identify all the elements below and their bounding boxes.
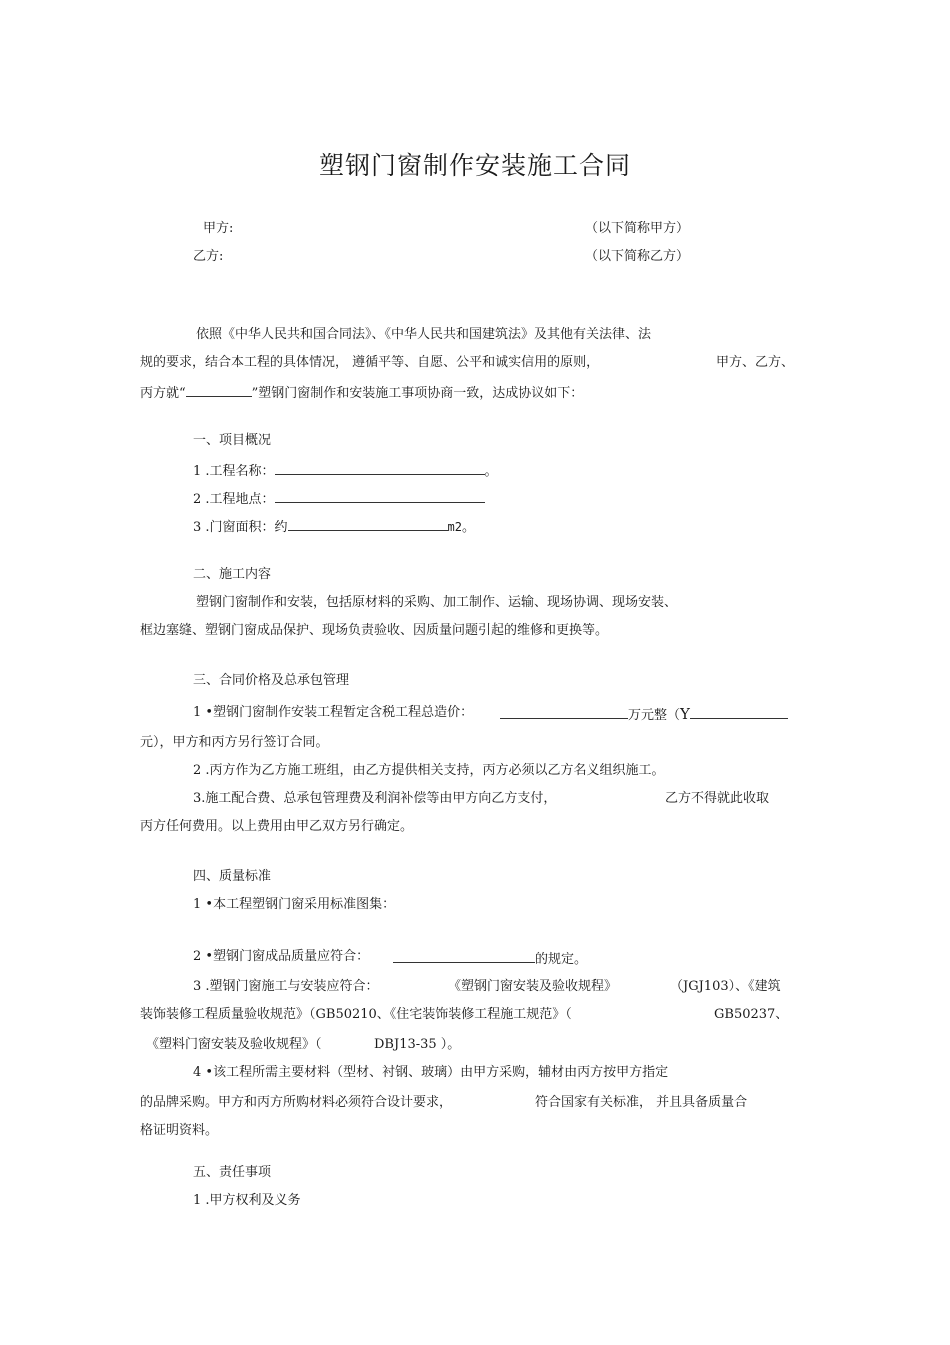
document-title: 塑钢门窗制作安装施工合同 [318, 151, 631, 180]
s4-item-3: 3 .塑钢门窗施工与安装应符合： [193, 979, 379, 994]
preamble-line-3-start: 丙方就“ [140, 386, 186, 401]
project-location-label: 2 .工程地点： [193, 492, 275, 507]
s3-item-2: 2 .丙方作为乙方施工班组，由乙方提供相关支持，丙方必须以乙方名义组织施工。 [193, 763, 665, 778]
total-price-field [500, 704, 628, 719]
s1-item-1 [193, 460, 498, 481]
s4-item-2-fields [393, 948, 587, 969]
s2-paragraph-line-1: 塑钢门窗制作和安装，包括原材料的采购、加工制作、运输、现场协调、现场安装、 [196, 595, 678, 610]
s3-item-3-end: 乙方不得就此收取 [665, 791, 770, 806]
project-name-label: 1 .工程名称： [193, 464, 275, 479]
party-a-label: 甲方: [203, 221, 234, 236]
preamble-line-2-end: 甲方、乙方、 [716, 355, 795, 370]
s4-item-2-end: 的规定。 [535, 952, 588, 967]
party-b-note: （以下简称乙方） [585, 249, 690, 264]
total-price-figure-field [690, 704, 788, 719]
total-price-unit: 万元整（ [628, 708, 681, 723]
s3-item-1 [193, 704, 473, 722]
preamble-line-3-end: ”塑钢门窗制作和安装施工事项协商一致，达成协议如下： [251, 386, 584, 401]
s4-item-4: 4 •该工程所需主要材料（型材、衬钢、玻璃）由甲方采购，辅材由丙方按甲方指定 [193, 1065, 669, 1080]
quality-standard-label: 2 •塑钢门窗成品质量应符合： [193, 949, 370, 964]
s4-item-1: 1 •本工程塑钢门窗采用标准图集： [193, 897, 396, 912]
s3-item-3: 3.施工配合费、总承包管理费及利润补偿等由甲方向乙方支付， [193, 791, 557, 806]
quality-standard-field [393, 948, 535, 963]
section-5-heading: 五、责任事项 [193, 1165, 272, 1180]
window-area-field [288, 516, 448, 531]
section-2-heading: 二、施工内容 [193, 567, 272, 582]
window-area-unit: m2 [447, 520, 462, 534]
window-area-label: 3 .门窗面积：约 [193, 520, 288, 535]
s3-item-1-cont: 元），甲方和丙方另行签订合同。 [140, 735, 329, 750]
s2-paragraph-line-2: 框边塞缝、塑钢门窗成品保护、现场负责验收、因质量问题引起的维修和更换等。 [140, 623, 609, 638]
s1-item-3-end: 。 [462, 520, 476, 535]
s4-item-3-cont-2: 《塑料门窗安装及验收规程》（ [146, 1037, 322, 1052]
s1-item-1-end: 。 [484, 464, 498, 479]
party-b-label: 乙方: [193, 249, 224, 264]
section-3-heading: 三、合同价格及总承包管理 [193, 673, 350, 688]
s3-item-1-fields [500, 704, 788, 725]
s4-item-3-cont-2-end: DBJ13-35 ）。 [374, 1037, 461, 1052]
section-4-heading: 四、质量标准 [193, 869, 272, 884]
s4-item-3-code: （JGJ103）、《建筑 [670, 979, 781, 994]
section-1-heading: 一、项目概况 [193, 433, 272, 448]
project-name-blank [186, 382, 252, 397]
preamble-line-3 [140, 382, 583, 403]
preamble-line-1: 依照《中华人民共和国合同法》、《中华人民共和国建筑法》及其他有关法律、法 [196, 327, 652, 342]
total-price-label: 1 •塑钢门窗制作安装工程暂定含税工程总造价： [193, 705, 474, 720]
s1-item-3 [193, 516, 475, 537]
project-location-field [275, 488, 485, 503]
yuan-sign: Y [680, 705, 690, 723]
s4-item-4-cont-1: 的品牌采购。甲方和丙方所购材料必须符合设计要求， [140, 1095, 453, 1110]
s5-item-1: 1 .甲方权利及义务 [193, 1193, 301, 1208]
s4-item-3-cont-1: 装饰装修工程质量验收规范》（GB50210、《住宅装饰装修工程施工规范》（ [140, 1007, 572, 1022]
s1-item-2 [193, 488, 485, 509]
s4-item-4-cont-2: 格证明资料。 [140, 1123, 219, 1138]
s3-item-3-cont: 丙方任何费用。以上费用由甲乙双方另行确定。 [140, 819, 414, 834]
s4-item-2 [193, 948, 369, 966]
s4-item-3-standard: 《塑钢门窗安装及验收规程》 [448, 979, 618, 994]
s4-item-4-cont-1-end: 符合国家有关标准， 并且具备质量合 [535, 1095, 748, 1110]
party-a-note: （以下简称甲方） [585, 221, 690, 236]
project-name-field [275, 460, 485, 475]
preamble-line-2: 规的要求，结合本工程的具体情况， 遵循平等、自愿、公平和诚实信用的原则， [140, 355, 600, 370]
s4-item-3-cont-1-end: GB50237、 [714, 1007, 789, 1022]
